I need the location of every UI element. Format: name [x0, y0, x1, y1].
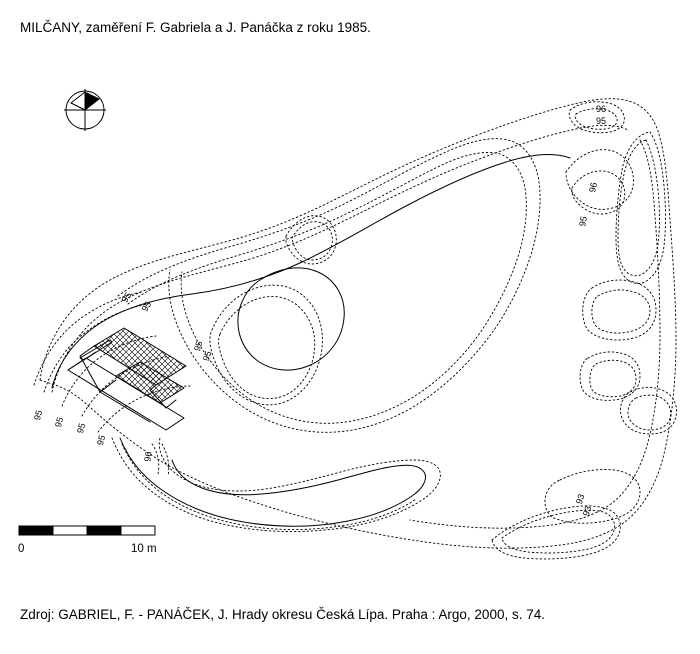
svg-text:95: 95	[595, 116, 607, 126]
svg-text:95: 95	[31, 409, 45, 422]
svg-text:95: 95	[119, 290, 134, 305]
svg-text:95: 95	[94, 434, 108, 447]
svg-text:95: 95	[139, 299, 154, 314]
svg-text:95: 95	[52, 416, 66, 429]
page-title: MILČANY, zaměření F. Gabriela a J. Panáčka z roku 1985.	[20, 20, 371, 35]
contour-label-group	[32, 104, 606, 517]
svg-text:95: 95	[191, 339, 205, 353]
svg-text:95: 95	[577, 215, 589, 228]
contour-top-notch	[286, 216, 336, 264]
contour-lower-right	[492, 469, 640, 558]
rock-blocks-right	[580, 132, 676, 434]
scale-start-label: 0	[18, 543, 25, 555]
svg-text:95: 95	[200, 349, 214, 363]
svg-text:93: 93	[580, 504, 594, 518]
svg-text:96: 96	[142, 450, 154, 463]
rock-detail-lower-left	[152, 444, 169, 476]
contour-lower-valley	[112, 438, 440, 532]
north-arrow	[63, 88, 107, 132]
rock-outcrop-central	[210, 285, 322, 405]
contour-right-lobe	[566, 150, 633, 214]
contour-outer	[40, 99, 676, 548]
svg-text:93: 93	[573, 492, 587, 506]
svg-text:95: 95	[74, 422, 88, 435]
svg-text:96: 96	[587, 181, 599, 194]
source-citation: Zdroj: GABRIEL, F. - PANÁČEK, J. Hrady okresu Česká Lípa. Praha : Argo, 2000, s. 74.	[20, 607, 545, 622]
svg-text:96: 96	[595, 104, 607, 114]
scale-end-label: 10 m	[131, 543, 157, 555]
